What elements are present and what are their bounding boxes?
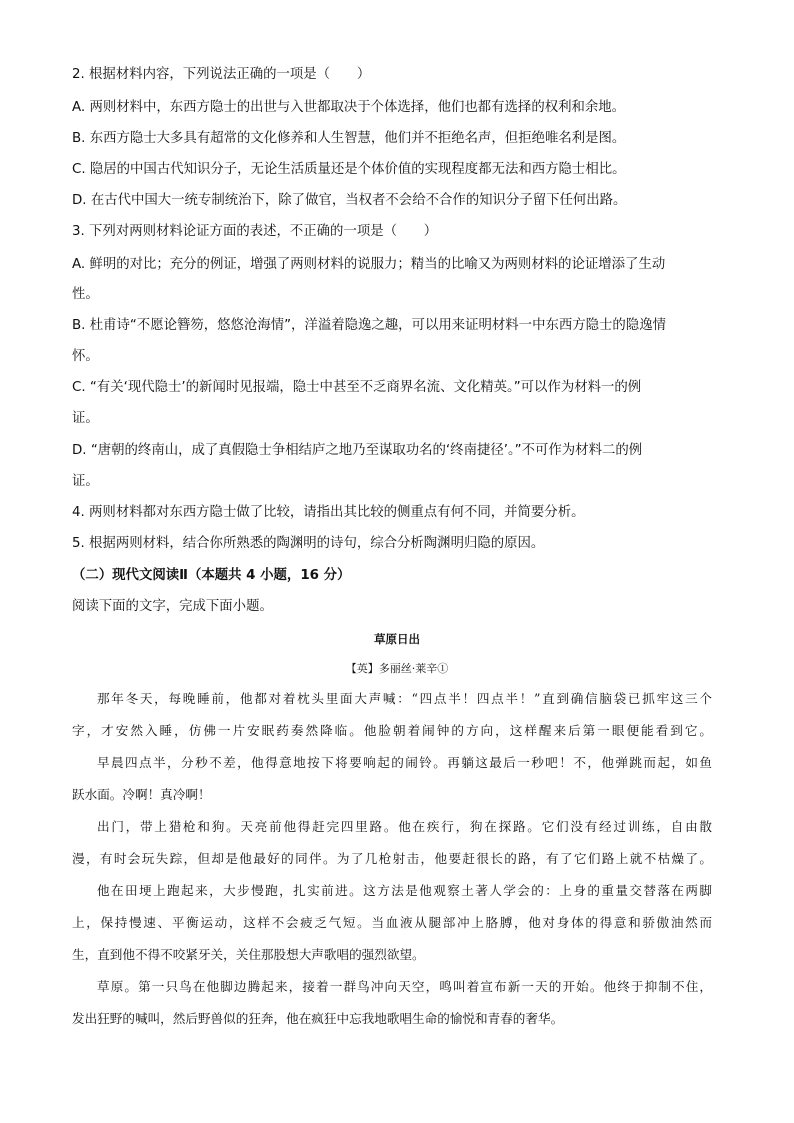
question-3-option-b: B. 杜甫诗“不愿论簪笏，悠悠沧海情”，洋溢着隐逸之趣，可以用来证明材料一中东西方隐士的隐逸情	[72, 318, 666, 333]
paragraph-2-line-1: 早晨四点半，分秒不差，他得意地按下将要响起的闹铃。再躺这最后一秒吧！不，他弹跳而起，如鱼	[97, 755, 712, 770]
paragraph-5-line-1: 草原。第一只鸟在他脚边腾起来，接着一群鸟冲向天空，鸣叫着宣布新一天的开始。他终于抑制不住，	[97, 979, 712, 994]
paragraph-1-line-2: 字，才安然入睡，仿佛一片安眠药奏然降临。他脸朝着闹钟的方向，这样醒来后第一眼便能看到它。	[72, 723, 712, 738]
paragraph-4-line-3: 生，直到他不得不咬紧牙关，关住那股想大声歌唱的强烈欲望。	[72, 947, 425, 962]
section-heading: （二）现代文阅读Ⅱ（本题共 4 小题，16 分）	[72, 568, 351, 583]
question-3-option-d: D. “唐朝的终南山，成了真假隐士争相结庐之地乃至谋取功名的‘终南捷径’。”不可作为材料二的例	[72, 443, 643, 458]
question-4: 4. 两则材料都对东西方隐士做了比较，请指出其比较的侧重点有何不同，并简要分析。	[72, 505, 585, 520]
paragraph-4-line-2: 上，保持慢速、平衡运动，这样不会疲乏气短。当血液从腿部冲上胳膊，他对身体的得意和骄傲油然而	[72, 915, 712, 930]
question-3-option-c: C. “有关‘现代隐士’的新闻时见报端，隐士中甚至不乏商界名流、文化精英。”可以作为材料一的例	[72, 380, 642, 395]
question-3-option-a: A. 鲜明的对比；充分的例证，增强了两则材料的说服力；精当的比喻又为两则材料的论证增添了生动	[72, 257, 666, 272]
question-3-stem: 3. 下列对两则材料论证方面的表述，不正确的一项是（ ）	[72, 224, 438, 239]
question-2-option-a: A. 两则材料中，东西方隐士的出世与入世都取决于个体选择，他们也都有选择的权利和余地。	[72, 100, 626, 115]
question-2-stem: 2. 根据材料内容，下列说法正确的一项是（ ）	[72, 67, 371, 82]
question-3-option-a-cont: 性。	[72, 287, 99, 302]
question-5: 5. 根据两则材料，结合你所熟悉的陶渊明的诗句，综合分析陶渊明归隐的原因。	[72, 536, 545, 551]
question-3-option-b-cont: 怀。	[72, 349, 99, 364]
question-3-option-d-cont: 证。	[72, 474, 99, 489]
paragraph-4-line-1: 他在田埂上跑起来，大步慢跑，扎实前进。这方法是他观察土著人学会的：上身的重量交替落在两脚	[97, 883, 712, 898]
paragraph-5-line-2: 发出狂野的喊叫，然后野兽似的狂奔，他在疯狂中忘我地歌唱生命的愉悦和青春的奢华。	[72, 1011, 564, 1026]
paragraph-3-line-2: 漫，有时会玩失踪，但却是他最好的同伴。为了几枪射击，他要赶很长的路，有了它们路上就不枯燥了。	[72, 851, 712, 866]
question-2-option-c: C. 隐居的中国古代知识分子，无论生活质量还是个体价值的实现程度都无法和西方隐士相比。	[72, 162, 626, 177]
paragraph-1-line-1: 那年冬天，每晚睡前，他都对着枕头里面大声喊：“四点半！四点半！”直到确信脑袋已抓牢这三个	[97, 691, 712, 706]
question-2-option-d: D. 在古代中国大一统专制统治下，除了做官，当权者不会给不合作的知识分子留下任何出路。	[72, 193, 627, 208]
section-instruction: 阅读下面的文字，完成下面小题。	[72, 599, 273, 614]
question-3-option-c-cont: 证。	[72, 411, 99, 426]
paragraph-2-line-2: 跃水面。冷啊！真冷啊！	[72, 787, 211, 802]
question-2-option-b: B. 东西方隐士大多具有超常的文化修养和人生智慧，他们并不拒绝名声，但拒绝唯名利是图。	[72, 131, 626, 146]
passage-author: 【英】多丽丝·莱辛①	[345, 662, 449, 675]
paragraph-3-line-1: 出门，带上猎枪和狗。天亮前他得赶完四里路。他在疾行，狗在探路。它们没有经过训练，自由散	[97, 819, 712, 834]
passage-title: 草原日出	[374, 632, 420, 646]
